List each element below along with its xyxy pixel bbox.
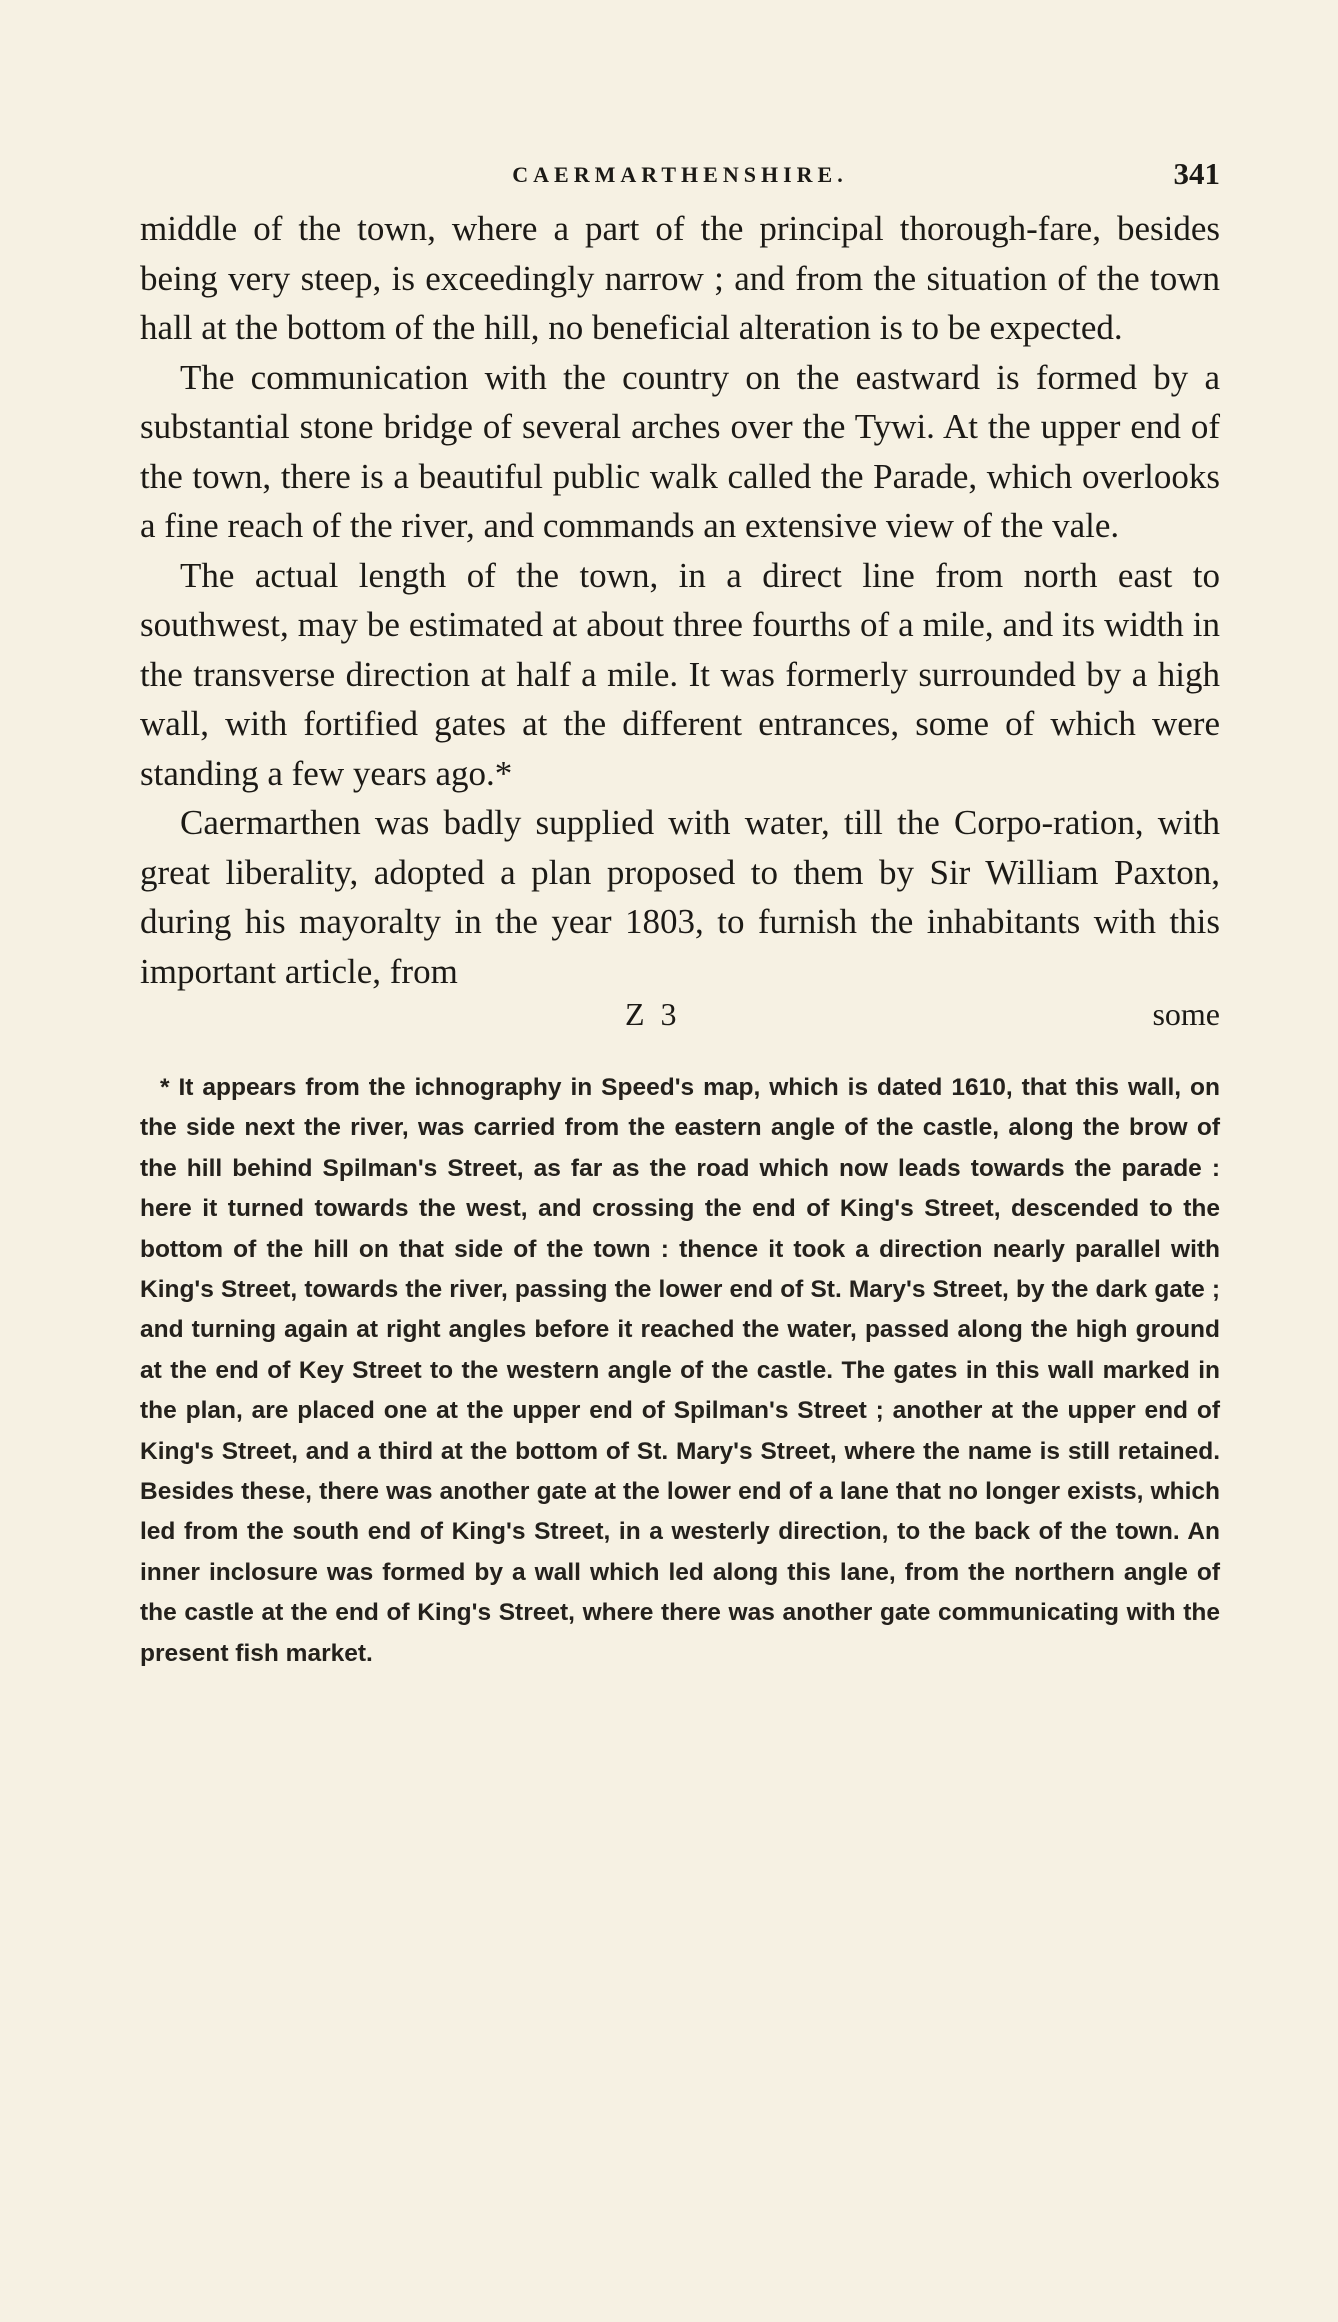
signature-line — [140, 996, 1220, 1046]
book-page — [140, 150, 1220, 1674]
paragraph-continued: middle of the town, where a part of the principal thorough-fare, besides being very steep, is exceedingly narrow ; and from the situation of the town hall at the bottom of the hill, no beneficial alteration is to be expected. — [140, 209, 1220, 347]
footnote: * It appears from the ichnography in Speed's map, which is dated 1610, that this wall, on the side next the river, was carried from the eastern angle of the castle, along the brow of the hill behind Spilman's Street, as far as the road which now leads towards the parade : here it turned towards the west, and crossing the end of King's Street, descended to the bottom of the hill on that side of the town : thence it took a direction nearly parallel with King's Street, towards the river, passing the lower end of St. Mary's Street, by the dark gate ; and turning again at right angles before it reached the water, passed along the high ground at the end of Key Street to the western angle of the castle. The gates in this wall marked in the plan, are placed one at the upper end of Spilman's Street ; another at the upper end of King's Street, and a third at the bottom of St. Mary's Street, where the name is still retained. Besides these, there was another gate at the lower end of a lane that no longer exists, which led from the south end of King's Street, in a westerly direction, to the back of the town. An inner inclosure was formed by a wall which led along this lane, from the northern angle of the castle at the end of King's Street, where there was another gate communicating with the present fish market. — [140, 1074, 1220, 1667]
running-head — [140, 150, 1220, 200]
printer-signature: Z 3 — [625, 996, 681, 1032]
catchword: some — [1152, 996, 1220, 1032]
paragraph-bridge-parade: The communication with the country on the eastward is formed by a substantial stone bridge of several arches over the Tywi. At the upper end of the town, there is a beautiful public walk called the Parade, which overlooks a fine reach of the river, and commands an extensive view of the vale. — [140, 357, 1220, 545]
body-text — [140, 204, 1220, 996]
paragraph-town-length: The actual length of the town, in a direct line from north east to southwest, may be estimated at about three fourths of a mile, and its width in the transverse direction at half a mile. It was formerly surrounded by a high wall, with fortified gates at the different entrances, some of which were standing a few years ago.* — [140, 555, 1220, 793]
running-title: CAERMARTHENSHIRE. — [512, 162, 848, 187]
page-number: 341 — [1173, 156, 1220, 191]
paragraph-water-supply: Caermarthen was badly supplied with water, till the Corpo-ration, with great liberality, adopted a plan proposed to them by Sir William Paxton, during his mayoralty in the year 1803, to furnish the inhabitants with this important article, from — [140, 803, 1220, 991]
